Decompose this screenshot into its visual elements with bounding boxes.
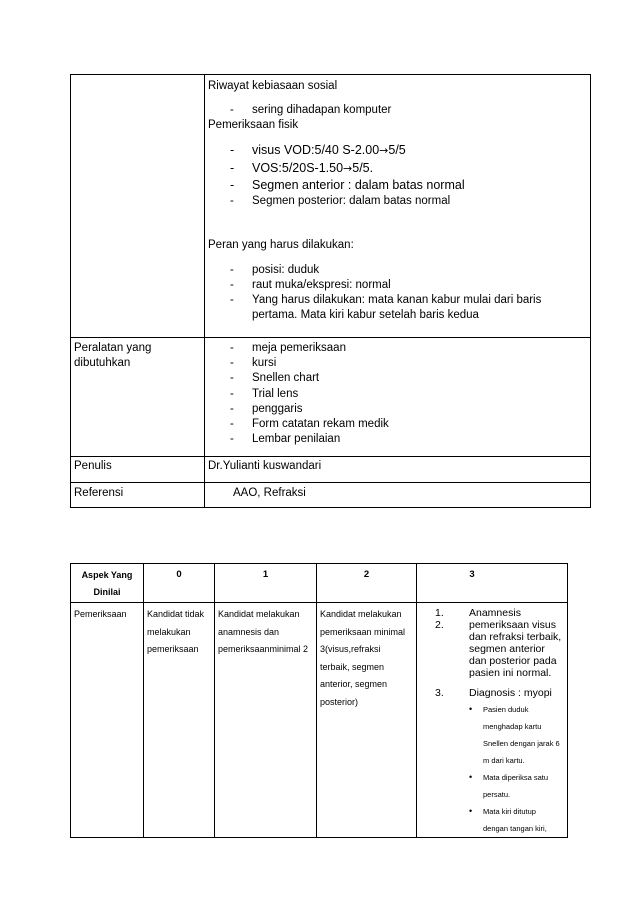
list-item: • Mata diperiksa satu persatu. [469, 769, 563, 803]
aspect-cell: Pemeriksaan [71, 603, 144, 838]
list-item: - Segmen posterior: dalam batas normal [230, 193, 584, 209]
header-score-2: 2 [317, 564, 417, 603]
list-item: - Snellen chart [230, 371, 584, 386]
peran-title: Peran yang harus dilakukan: [208, 238, 354, 251]
rubric-table [70, 563, 568, 838]
referensi-label-cell [71, 483, 205, 508]
referensi-row [71, 483, 591, 508]
scenario-row [71, 75, 591, 338]
peralatan-content-cell [205, 338, 591, 457]
referensi-value-cell [205, 483, 591, 508]
header-score-0: 0 [144, 564, 215, 603]
penulis-value-cell [205, 457, 591, 483]
peralatan-list [208, 341, 584, 447]
list-item: - penggaris [230, 402, 584, 417]
arrow-right-icon: → [379, 144, 389, 158]
list-item: - Trial lens [230, 387, 584, 402]
list-item: - meja pemeriksaan [230, 341, 584, 356]
penulis-label-cell [71, 457, 205, 483]
riwayat-list [208, 103, 584, 118]
header-aspect: Aspek Yang Dinilai [71, 564, 144, 603]
list-item: - sering dihadapan komputer [230, 103, 584, 118]
score3-bullet-list [421, 701, 563, 837]
rubric-row-pemeriksaan [71, 603, 568, 838]
score2-cell: Kandidat melakukan pemeriksaan minimal 3(visus,refraksi terbaik, segmen anterior, segmen posterior) [317, 603, 417, 838]
header-score-3: 3 [417, 564, 568, 603]
scenario-content-cell [205, 75, 591, 338]
peran-list [208, 263, 584, 324]
peralatan-row [71, 338, 591, 457]
rubric-header-row [71, 564, 568, 603]
fisik-list [208, 142, 584, 210]
penulis-label: Penulis [74, 460, 112, 472]
list-item: - raut muka/ekspresi: normal [230, 278, 584, 293]
riwayat-title: Riwayat kebiasaan sosial [208, 80, 338, 92]
list-item: 3. Diagnosis : myopi [435, 687, 552, 699]
referensi-value: AAO, Refraksi [233, 487, 306, 499]
list-item: - Lembar penilaian [230, 432, 584, 447]
penulis-row [71, 457, 591, 483]
list-item: 2. pemeriksaan visus dan refraksi terbaik, segmen anterior dan posterior pada pasien ini normal. [435, 619, 562, 679]
score3-cell [417, 603, 568, 838]
list-item: - Yang harus dilakukan: mata kanan kabur mulai dari baris pertama. Mata kiri kabur setelah baris kedua [230, 293, 584, 323]
list-item: - posisi: duduk [230, 263, 584, 278]
list-item: • Pasien duduk menghadap kartu Snellen dengan jarak 6 m dari kartu. [469, 701, 563, 769]
header-score-1: 1 [215, 564, 317, 603]
list-item: 1. Anamnesis [435, 607, 521, 619]
score0-cell: Kandidat tidak melakukan pemeriksaan [144, 603, 215, 838]
peralatan-label-cell [71, 338, 205, 457]
list-item: • Mata kiri ditutup dengan tangan kiri, [469, 803, 563, 837]
penulis-value: Dr.Yulianti kuswandari [208, 460, 322, 472]
list-item: - visus VOD:5/40 S-2.00→5/5 [230, 142, 584, 159]
score1-cell: Kandidat melakukan anamnesis dan pemeriksaanminimal 2 [215, 603, 317, 838]
referensi-label: Referensi [74, 487, 124, 499]
list-item: - Form catatan rekam medik [230, 417, 584, 432]
scenario-table [70, 74, 591, 508]
fisik-title: Pemeriksaan fisik [208, 119, 299, 132]
list-item: - Segmen anterior : dalam batas normal [230, 177, 584, 193]
peralatan-label: Peralatan yang dibutuhkan [74, 342, 152, 369]
arrow-right-icon: → [343, 161, 353, 175]
list-item: - VOS:5/20S-1.50→5/5. [230, 160, 584, 177]
empty-label-cell [71, 75, 205, 338]
list-item: - kursi [230, 356, 584, 371]
